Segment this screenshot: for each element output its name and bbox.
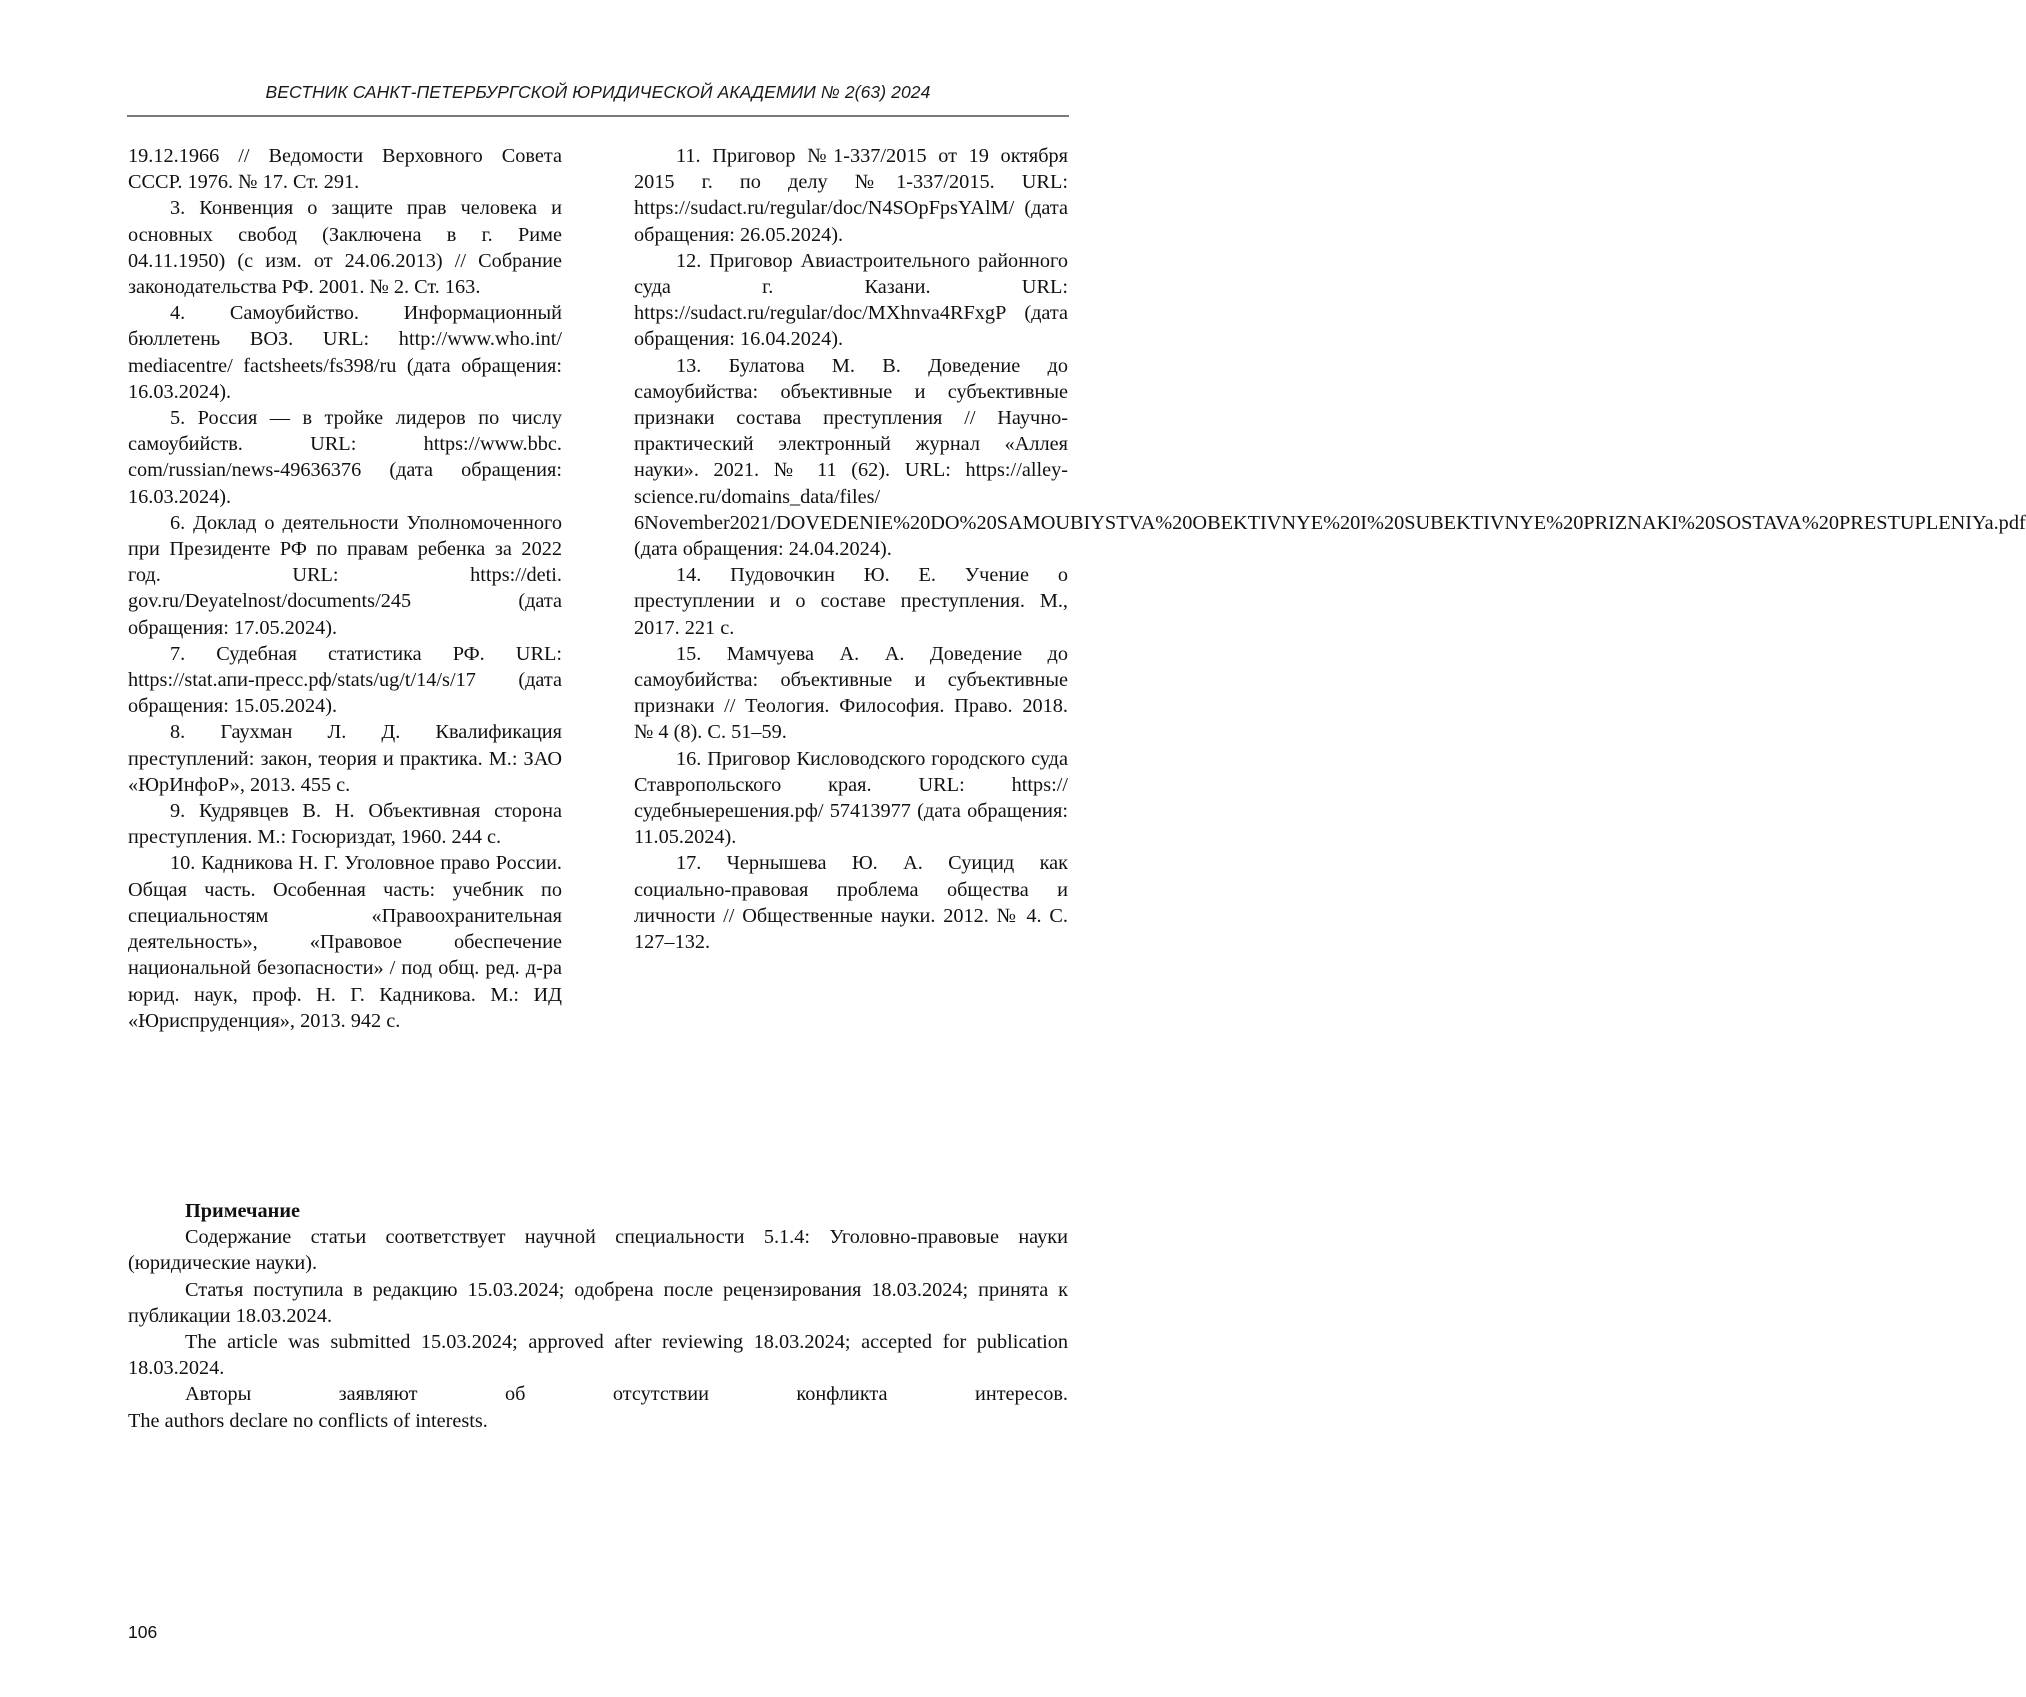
note-dates-en: The article was submitted 15.03.2024; approved after reviewing 18.03.2024; accepted for publication 18.03.2024. [128,1329,1068,1381]
reference-item: 17. Чернышева Ю. А. Суицид как социально-правовая проблема общества и личности // Общественные науки. 2012. № 4. С. 127–132. [634,850,1068,955]
reference-item: 12. Приговор Авиастроительного районного суда г. Казани. URL: https://sudact.ru/regular/doc/MXhnva4RFxgP (дата обращения: 16.04.2024). [634,248,1068,353]
reference-item: 4. Самоубийство. Информационный бюллетень ВОЗ. URL: http://www.who.int/ mediacentre/ factsheets/fs398/ru (дата обращения: 16.03.2024). [128,300,562,405]
reference-item: 3. Конвенция о защите прав человека и основных свобод (Заключена в г. Риме 04.11.1950) (с изм. от 24.06.2013) // Собрание законодательства РФ. 2001. № 2. Ст. 163. [128,195,562,300]
note-title: Примечание [128,1198,1068,1224]
reference-item: 15. Мамчуева А. А. Доведение до самоубийства: объективные и субъективные признаки // Теология. Философия. Право. 2018. № 4 (8). С. 51–59. [634,641,1068,746]
reference-item: 8. Гаухман Л. Д. Квалификация преступлений: закон, теория и практика. М.: ЗАО «ЮрИнфоР», 2013. 455 с. [128,719,562,798]
references-column-right [634,143,1068,955]
journal-page [0,0,1200,1697]
reference-item: 13. Булатова М. В. Доведение до самоубийства: объективные и субъективные признаки состава преступления // Научно-практический электронный журнал «Аллея науки». 2021. № 11 (62). URL: https://alley-science.ru/domains_data/files/ 6November2021/DOVEDENIE%20DO%20SAMOUBIYSTVA%20OBEKTIVNYE%20I%20SUBEKTIVNYE%20PRIZNAKI%20SOSTAVA%20PRESTUPLENIYa.pdf (дата обращения: 24.04.2024). [634,353,1068,563]
reference-item: 6. Доклад о деятельности Уполномоченного при Президенте РФ по правам ребенка за 2022 год. URL: https://deti. gov.ru/Deyatelnost/documents/245 (дата обращения: 17.05.2024). [128,510,562,641]
note-conflict-ru: Авторы заявляют об отсутствии конфликта интересов. [128,1381,1068,1407]
reference-item: 19.12.1966 // Ведомости Верховного Совета СССР. 1976. № 17. Ст. 291. [128,143,562,195]
article-note [128,1198,1068,1434]
header-rule [127,115,1069,117]
running-header: ВЕСТНИК САНКТ-ПЕТЕРБУРГСКОЙ ЮРИДИЧЕСКОЙ АКАДЕМИИ № 2(63) 2024 [128,82,1068,103]
reference-item: 5. Россия — в тройке лидеров по числу самоубийств. URL: https://www.bbc. com/russian/news-49636376 (дата обращения: 16.03.2024). [128,405,562,510]
page-number: 106 [128,1622,157,1643]
reference-item: 14. Пудовочкин Ю. Е. Учение о преступлении и о составе преступления. М., 2017. 221 с. [634,562,1068,641]
reference-item: 9. Кудрявцев В. Н. Объективная сторона преступления. М.: Госюриздат, 1960. 244 с. [128,798,562,850]
note-specialty: Содержание статьи соответствует научной специальности 5.1.4: Уголовно-правовые науки (юридические науки). [128,1224,1068,1276]
reference-item: 7. Судебная статистика РФ. URL: https://stat.апи-пресс.рф/stats/ug/t/14/s/17 (дата обращения: 15.05.2024). [128,641,562,720]
note-conflict-en: The authors declare no conflicts of interests. [128,1408,1068,1434]
reference-item: 11. Приговор №1-337/2015 от 19 октября 2015 г. по делу №1-337/2015. URL: https://sudact.ru/regular/doc/N4SOpFpsYAlM/ (дата обращения: 26.05.2024). [634,143,1068,248]
reference-item: 10. Кадникова Н. Г. Уголовное право России. Общая часть. Особенная часть: учебник по специальностям «Правоохранительная деятельность», «Правовое обеспечение национальной безопасности» / под общ. ред. д-ра юрид. наук, проф. Н. Г. Кадникова. М.: ИД «Юриспруденция», 2013. 942 с. [128,850,562,1033]
note-dates-ru: Статья поступила в редакцию 15.03.2024; одобрена после рецензирования 18.03.2024; принята к публикации 18.03.2024. [128,1277,1068,1329]
references-column-left [128,143,562,1034]
reference-item: 16. Приговор Кисловодского городского суда Ставропольского края. URL: https://судебныерешения.рф/ 57413977 (дата обращения: 11.05.2024). [634,746,1068,851]
